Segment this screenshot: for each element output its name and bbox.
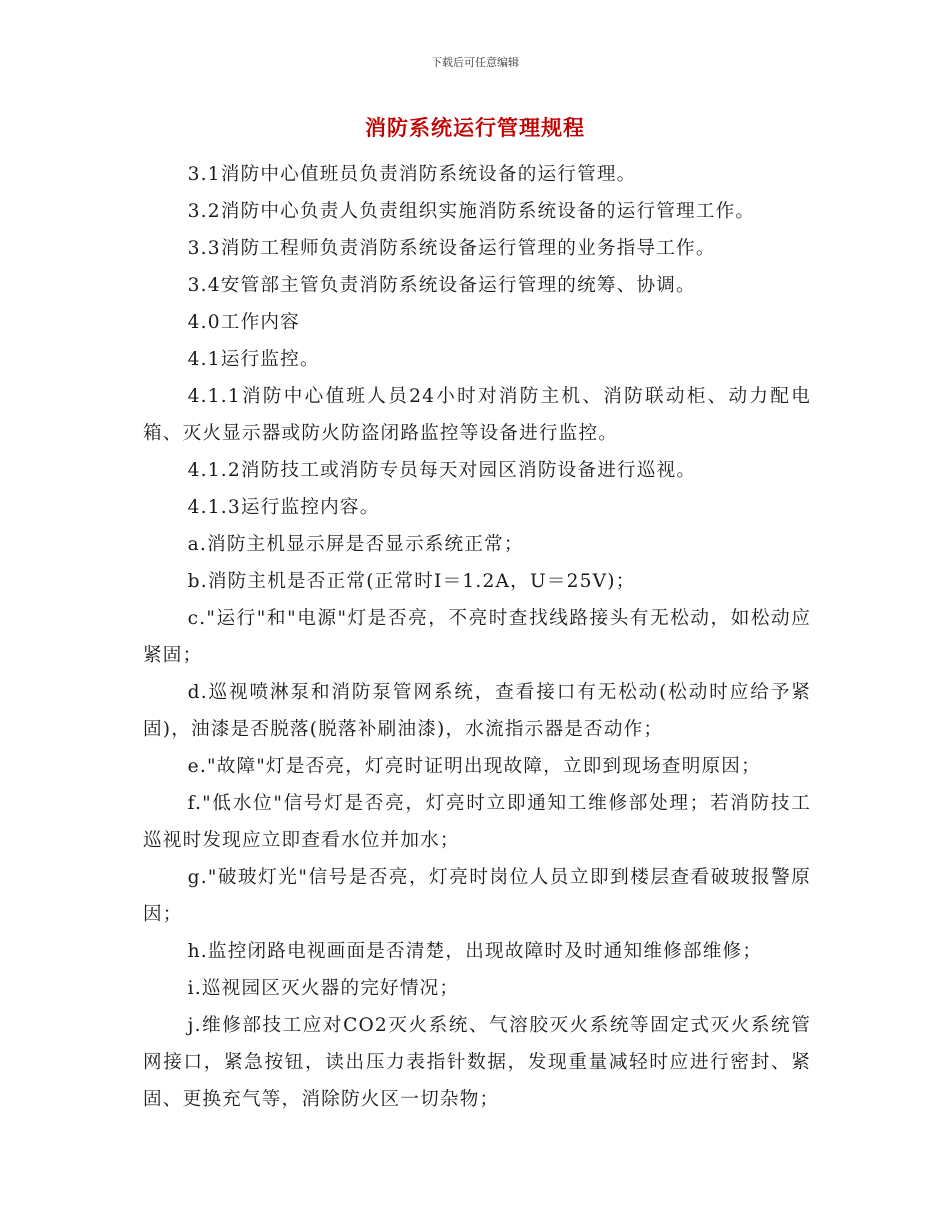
list-item: j.维修部技工应对CO2灭火系统、气溶胶灭火系统等固定式灭火系统管网接口，紧急按钮，读出压力表指针数据，发现重量减轻时应进行密封、紧固、更换充气等，消除防火区一切杂物； xyxy=(143,1015,811,1110)
paragraph: 3.1消防中心值班员负责消防系统设备的运行管理。 xyxy=(187,164,637,185)
paragraph: 3.2消防中心负责人负责组织实施消防系统设备的运行管理工作。 xyxy=(187,201,756,222)
header-note: 下载后可任意编辑 xyxy=(431,56,519,69)
list-item: i.巡视园区灭火器的完好情况； xyxy=(187,978,460,999)
paragraph: 4.1.3运行监控内容。 xyxy=(187,497,380,518)
list-item: c."运行"和"电源"灯是否亮，不亮时查找线路接头有无松动，如松动应紧固； xyxy=(143,608,811,666)
paragraph: 3.4安管部主管负责消防系统设备运行管理的统筹、协调。 xyxy=(187,275,696,296)
list-item: f."低水位"信号灯是否亮，灯亮时立即通知工维修部处理；若消防技工巡视时发现应立即查看水位并加水； xyxy=(143,793,811,851)
paragraph: 3.3消防工程师负责消防系统设备运行管理的业务指导工作。 xyxy=(187,238,716,259)
section-heading: 4.0工作内容 xyxy=(187,312,300,333)
paragraph: 4.1.2消防技工或消防专员每天对园区消防设备进行巡视。 xyxy=(187,460,697,481)
section-heading: 4.1运行监控。 xyxy=(187,349,320,370)
document-title: 消防系统运行管理规程 xyxy=(365,116,585,140)
list-item: h.监控闭路电视画面是否清楚，出现故障时及时通知维修部维修； xyxy=(187,941,763,962)
list-item: d.巡视喷淋泵和消防泵管网系统，查看接口有无松动(松动时应给予紧固)，油漆是否脱落(脱落补刷油漆)，水流指示器是否动作； xyxy=(143,682,811,740)
paragraph: 4.1.1消防中心值班人员24小时对消防主机、消防联动柜、动力配电箱、灭火显示器或防火防盗闭路监控等设备进行监控。 xyxy=(143,386,811,444)
list-item: a.消防主机显示屏是否显示系统正常； xyxy=(187,534,524,555)
list-item: e."故障"灯是否亮，灯亮时证明出现故障，立即到现场查明原因； xyxy=(187,756,761,777)
document-body xyxy=(143,156,811,1118)
list-item: b.消防主机是否正常(正常时I＝1.2A，U＝25V)； xyxy=(187,571,636,592)
list-item: g."破玻灯光"信号是否亮，灯亮时岗位人员立即到楼层查看破玻报警原因； xyxy=(143,867,811,925)
